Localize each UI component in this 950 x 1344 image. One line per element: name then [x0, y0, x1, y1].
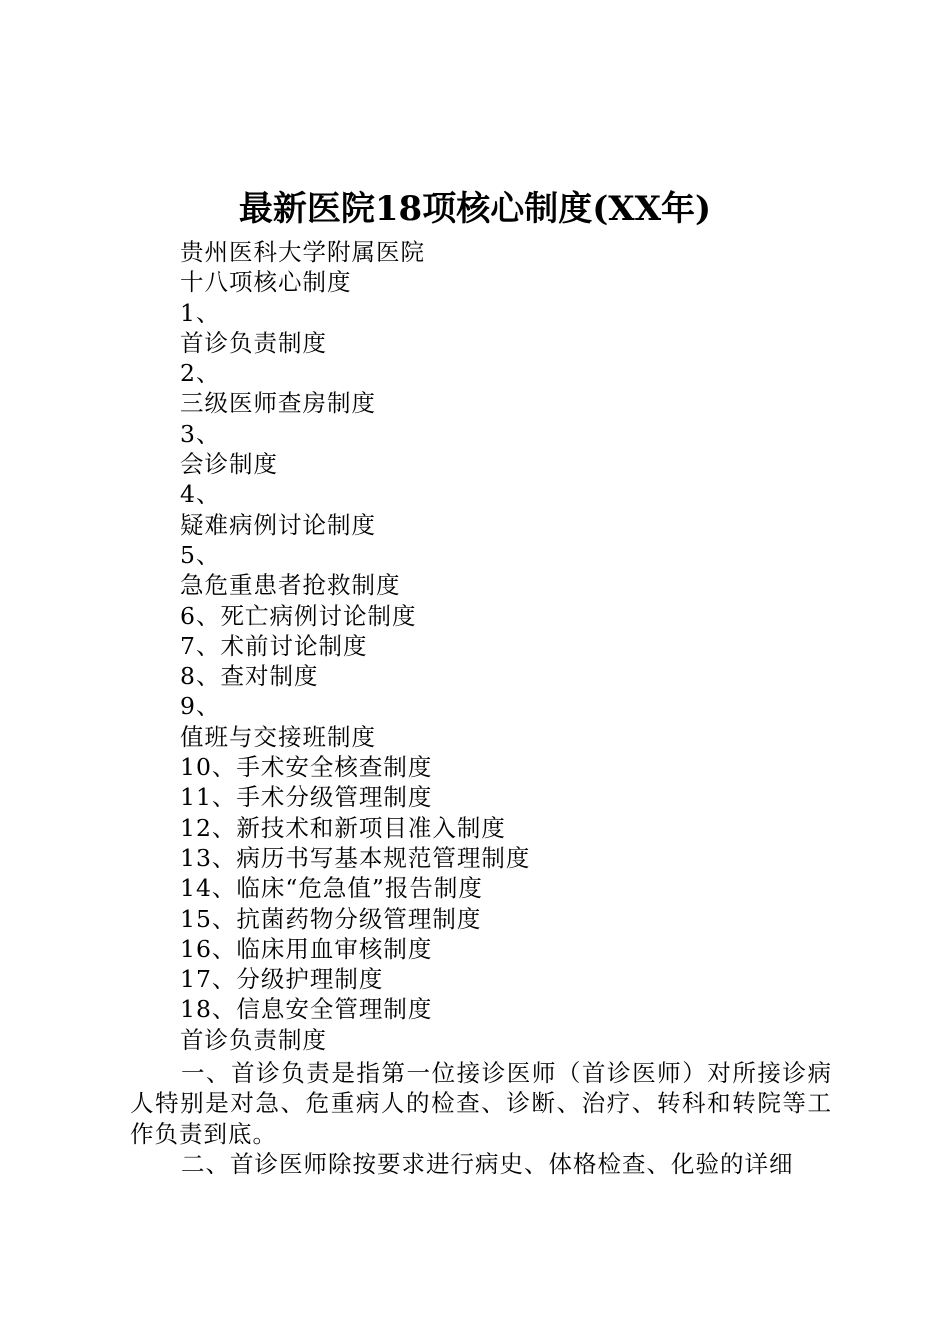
list-item: 会诊制度 [180, 450, 278, 479]
list-item-number: 5、 [180, 540, 221, 569]
list-item: 17、分级护理制度 [180, 965, 384, 994]
list-item: 值班与交接班制度 [180, 722, 376, 751]
list-item: 15、抗菌药物分级管理制度 [180, 904, 482, 933]
list-item: 10、手术安全核查制度 [180, 753, 433, 782]
list-item-number: 3、 [180, 419, 221, 448]
list-item: 8、查对制度 [180, 662, 319, 691]
paragraph: 二、首诊医师除按要求进行病史、体格检查、化验的详细 [181, 1149, 794, 1178]
list-item: 首诊负责制度 [180, 328, 327, 357]
list-item: 18、信息安全管理制度 [180, 995, 433, 1024]
list-item: 6、死亡病例讨论制度 [180, 601, 417, 630]
subtitle-line: 十八项核心制度 [180, 268, 352, 297]
body-text [130, 1058, 832, 1179]
list-item: 11、手术分级管理制度 [180, 783, 433, 812]
list-item: 7、术前讨论制度 [180, 631, 368, 660]
list-item-number: 4、 [180, 480, 221, 509]
list-item-number: 1、 [180, 298, 221, 327]
content-lines [180, 237, 840, 1055]
section-heading: 首诊负责制度 [180, 1025, 327, 1054]
list-item-number: 9、 [180, 692, 221, 721]
list-item: 三级医师查房制度 [180, 389, 376, 418]
list-item: 疑难病例讨论制度 [180, 510, 376, 539]
hospital-name-line: 贵州医科大学附属医院 [180, 238, 425, 266]
list-item: 14、临床“危急值”报告制度 [180, 874, 483, 903]
list-item: 急危重患者抢救制度 [180, 571, 401, 600]
paragraph: 一、首诊负责是指第一位接诊医师（首诊医师）对所接诊病人特别是对急、危重病人的检查、诊断、治疗、转科和转院等工作负责到底。 [130, 1059, 832, 1148]
list-item: 13、病历书写基本规范管理制度 [180, 843, 531, 872]
list-item-number: 2、 [180, 359, 221, 388]
list-item: 12、新技术和新项目准入制度 [180, 813, 506, 842]
list-item: 16、临床用血审核制度 [180, 934, 433, 963]
document-title: 最新医院18项核心制度(XX年) [238, 189, 712, 229]
